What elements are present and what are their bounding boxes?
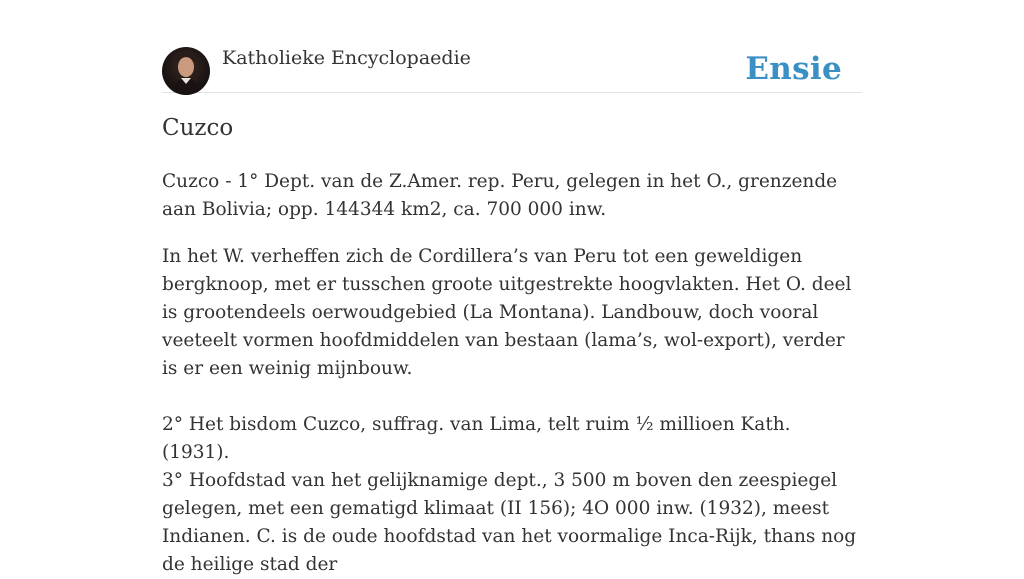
article-paragraph: Cuzco - 1° Dept. van de Z.Amer. rep. Peru, gelegen in het O., grenzende aan Bolivia; opp. 144344 km2, ca. 700 000 inw. <box>162 171 838 220</box>
brand-logo[interactable]: Ensie <box>745 51 842 87</box>
site-header <box>162 44 862 93</box>
article-paragraph: In het W. verheffen zich de Cordillera’s van Peru tot een geweldigen bergknoop, met er tusschen groote uitgestrekte hoogvlakten. Het O. deel is grootendeels oerwoudgebied (La Montana). Landbouw, doch vooral veeteelt vormen hoofdmiddelen van bestaan (lama’s, wol-export), verder is er een weinig mijnbouw. <box>162 246 852 379</box>
article-line: 3° Hoofdstad van het gelijknamige dept., 3 500 m boven den zeespiegel gelegen, met een gematigd klimaat (II 156); 4O 000 inw. (1932), meest Indianen. C. is de oude hoofdstad van het voormalige Inca-Rijk, thans nog de heilige stad der <box>162 470 857 575</box>
article-body <box>162 168 862 579</box>
page-title: Cuzco <box>162 115 234 141</box>
paragraph-gap <box>162 383 862 411</box>
site-name[interactable]: Katholieke Encyclopaedie <box>222 47 471 69</box>
article-line: 2° Het bisdom Cuzco, suffrag. van Lima, telt ruim ½ millioen Kath. (1931). <box>162 414 791 463</box>
portrait-avatar[interactable] <box>162 47 210 95</box>
